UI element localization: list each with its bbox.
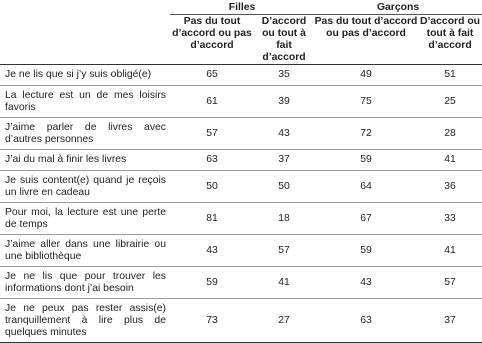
table-row (0, 150, 482, 171)
row-label: J’ai du mal à finir les livres (5, 154, 127, 165)
group-header-row (0, 0, 482, 15)
row-label: Je suis content(e) quand je reçois un livre en cadeau (5, 174, 166, 198)
column-header-boys-disagree: Pas du tout d’accord ou pas d’accord (314, 16, 418, 39)
cell-girls-agree: 27 (278, 314, 290, 326)
cell-boys-agree: 57 (444, 276, 456, 288)
table-row (0, 65, 482, 86)
header-corner-sub (0, 15, 170, 65)
header-corner (0, 0, 170, 15)
cell-girls-disagree: 59 (206, 276, 218, 288)
cell-boys-disagree: 59 (360, 244, 372, 256)
group-header-boys: Garçons (314, 0, 482, 15)
cell-girls-agree: 37 (278, 154, 290, 165)
column-header-boys-agree: D’accord ou tout à fait d’accord (419, 16, 481, 51)
table-row (0, 299, 482, 343)
table-header (0, 0, 482, 65)
cell-boys-disagree: 72 (360, 127, 372, 139)
cell-girls-agree: 18 (278, 212, 290, 224)
row-label: J’aime aller dans une librairie ou une bibliothèque (5, 238, 166, 262)
cell-boys-disagree: 43 (360, 276, 372, 288)
cell-boys-agree: 37 (444, 314, 456, 326)
table-row (0, 171, 482, 203)
cell-boys-agree: 36 (444, 180, 456, 192)
cell-girls-disagree: 81 (206, 212, 218, 224)
cell-girls-disagree: 50 (206, 180, 218, 192)
row-label: Je ne lis que pour trouver les informations dont j’ai besoin (5, 270, 166, 294)
cell-girls-disagree: 61 (206, 95, 218, 107)
cell-girls-agree: 43 (278, 127, 290, 139)
cell-boys-agree: 41 (444, 244, 456, 256)
cell-girls-disagree: 63 (206, 154, 218, 165)
cell-girls-disagree: 65 (206, 69, 218, 80)
cell-boys-disagree: 59 (360, 154, 372, 165)
cell-boys-agree: 25 (444, 95, 456, 107)
cell-boys-agree: 28 (444, 127, 456, 139)
cell-boys-agree: 41 (444, 154, 456, 165)
column-header-girls-agree: D’accord ou tout à fait d’accord (261, 16, 307, 63)
row-label: J’aime parler de livres avec d’autres personnes (5, 121, 166, 145)
column-header-row (0, 15, 482, 65)
cell-boys-disagree: 75 (360, 95, 372, 107)
row-label: La lecture est un de mes loisirs favoris (5, 89, 166, 113)
cell-girls-agree: 41 (278, 276, 290, 288)
column-header-girls-disagree: Pas du tout d’accord ou pas d’accord (172, 16, 252, 51)
row-label: Pour moi, la lecture est une perte de temps (5, 206, 166, 230)
table-row (0, 86, 482, 118)
cell-girls-disagree: 73 (206, 314, 218, 326)
cell-girls-agree: 57 (278, 244, 290, 256)
table-row (0, 267, 482, 299)
group-header-girls: Filles (170, 0, 314, 15)
table-row (0, 203, 482, 235)
cell-girls-agree: 35 (278, 69, 290, 80)
cell-boys-disagree: 64 (360, 180, 372, 192)
cell-girls-agree: 39 (278, 95, 290, 107)
table-row (0, 235, 482, 267)
cell-girls-disagree: 57 (206, 127, 218, 139)
cell-boys-agree: 51 (444, 69, 456, 80)
table-row (0, 118, 482, 150)
table-body (0, 65, 482, 343)
cell-boys-disagree: 63 (360, 314, 372, 326)
cell-boys-agree: 33 (444, 212, 456, 224)
cell-boys-disagree: 67 (360, 212, 372, 224)
cell-boys-disagree: 49 (360, 69, 372, 80)
row-label: Je ne peux pas rester assis(e) tranquillement à lire plus de quelques minutes (5, 302, 166, 338)
cell-girls-agree: 50 (278, 180, 290, 192)
cell-girls-disagree: 43 (206, 244, 218, 256)
row-label: Je ne lis que si j’y suis obligé(e) (5, 69, 152, 80)
